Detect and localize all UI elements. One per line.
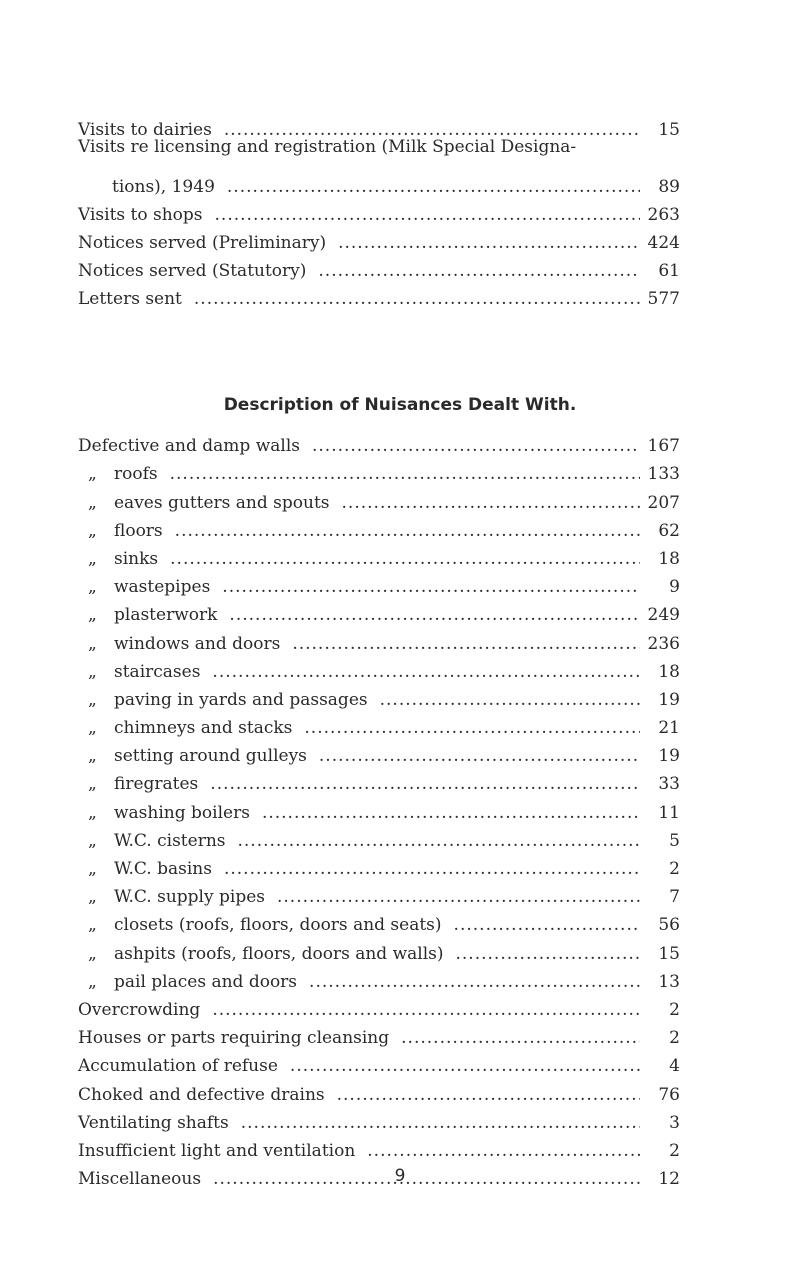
section-heading: Description of Nuisances Dealt With.: [223, 395, 577, 415]
row-value: 61: [658, 261, 680, 282]
dot-leader: [380, 692, 640, 709]
row-label: [78, 917, 442, 934]
row-label-text: plasterwork: [114, 605, 218, 626]
row-label: [78, 579, 210, 596]
dot-leader: [401, 1030, 640, 1047]
row-value: 167: [647, 436, 680, 457]
dot-leader: [170, 466, 640, 483]
row-label: Notices served (Statutory): [78, 261, 307, 282]
row-label: [78, 689, 368, 710]
row-label-text: setting around gulleys: [114, 746, 307, 767]
row-label: [78, 1140, 356, 1161]
nuisance-subrow: [78, 709, 680, 737]
row-label-text: W.C. basins: [114, 859, 212, 879]
nuisance-subrow: [78, 878, 680, 906]
visits-row: [78, 139, 680, 167]
ditto-mark: „: [88, 577, 97, 598]
ditto-mark: „: [88, 971, 97, 992]
visits-row: [78, 224, 680, 252]
row-label: [78, 889, 265, 906]
nuisance-subrow: [78, 681, 680, 709]
row-value: 56: [658, 915, 680, 936]
row-label: [78, 971, 298, 992]
dot-leader: [456, 946, 641, 963]
row-value: 11: [658, 802, 680, 823]
dot-leader: [304, 720, 640, 737]
row-label: [78, 438, 300, 455]
row-label: [78, 548, 159, 569]
row-value: 7: [669, 887, 680, 908]
row-label: [78, 607, 217, 624]
row-value: 4: [669, 1056, 680, 1077]
row-value: 249: [647, 605, 680, 626]
row-label: [78, 492, 330, 513]
row-value: 577: [647, 289, 680, 310]
dot-leader: [342, 495, 640, 512]
row-label-text: washing boilers: [114, 802, 250, 823]
nuisance-subrow: [78, 653, 680, 681]
nuisance-row: [78, 1019, 680, 1047]
dot-leader: [210, 776, 640, 793]
row-label: [78, 830, 226, 851]
ditto-mark: „: [88, 633, 97, 654]
visits-list: [78, 111, 680, 308]
row-value: 2: [669, 1028, 680, 1049]
nuisance-subrow: [78, 850, 680, 878]
visits-row-continuation: [78, 167, 680, 195]
visits-row: [78, 111, 680, 139]
ditto-mark: „: [88, 548, 97, 569]
row-label: [78, 748, 307, 765]
nuisance-subrow: [78, 568, 680, 596]
row-label-text: Overcrowding: [78, 999, 201, 1020]
ditto-mark: „: [88, 605, 97, 626]
row-value: 2: [669, 859, 680, 879]
dot-leader: [312, 438, 640, 455]
nuisance-subrow: [78, 596, 680, 624]
row-label: [78, 1084, 325, 1105]
ditto-mark: „: [88, 718, 97, 739]
ditto-mark: „: [88, 802, 97, 823]
ditto-mark: „: [88, 859, 97, 879]
row-label: [78, 776, 198, 793]
row-label: Visits re licensing and registration (Milk Special Designa-: [78, 137, 577, 158]
nuisance-row: [78, 1132, 680, 1160]
nuisance-subrow: [78, 934, 680, 962]
row-label: [78, 861, 212, 878]
row-value: 19: [658, 689, 680, 710]
row-label-text: staircases: [114, 661, 201, 682]
row-label-text: wastepipes: [114, 577, 211, 598]
row-label: [78, 1112, 229, 1133]
dot-leader: [175, 523, 640, 540]
row-label-text: chimneys and stacks: [114, 718, 293, 739]
row-label-text: pail places and doors: [114, 971, 298, 992]
nuisance-subrow: [78, 737, 680, 765]
ditto-mark: „: [88, 520, 97, 541]
row-label-text: Houses or parts requiring cleansing: [78, 1028, 390, 1049]
ditto-mark: „: [88, 689, 97, 710]
row-label: [78, 520, 163, 541]
row-value: 263: [647, 204, 680, 225]
row-label-text: ashpits (roofs, floors, doors and walls): [114, 943, 444, 964]
row-label: [78, 466, 158, 483]
dot-leader: [262, 805, 640, 822]
nuisance-subrow: [78, 540, 680, 568]
row-value: 15: [658, 943, 680, 964]
dot-leader: [290, 1058, 640, 1075]
row-value: 15: [658, 120, 680, 141]
row-label: tions), 1949: [112, 176, 215, 197]
row-value: 5: [669, 830, 680, 851]
dot-leader: [367, 1143, 640, 1160]
ditto-mark: „: [88, 887, 97, 908]
row-value: 207: [647, 492, 680, 513]
page-number: 9: [394, 1166, 406, 1186]
dot-leader: [229, 607, 640, 624]
dot-leader: [241, 1115, 640, 1132]
dot-leader: [170, 551, 640, 568]
row-value: 18: [658, 661, 680, 682]
dot-leader: [318, 263, 640, 280]
row-label: [78, 943, 444, 964]
row-label: [78, 633, 281, 654]
dot-leader: [338, 235, 640, 252]
row-label-text: Defective and damp walls: [78, 436, 300, 457]
dot-leader: [309, 974, 640, 991]
nuisance-subrow: [78, 624, 680, 652]
nuisance-subrow: [78, 793, 680, 821]
visits-row: [78, 196, 680, 224]
row-value: 236: [647, 633, 680, 654]
row-label: [78, 1058, 278, 1075]
ditto-mark: „: [88, 774, 97, 795]
row-label-text: paving in yards and passages: [114, 689, 368, 710]
nuisances-list: [78, 427, 680, 1188]
dot-leader: [319, 748, 640, 765]
row-value: 89: [658, 176, 680, 197]
nuisance-row: [78, 1104, 680, 1132]
ditto-mark: „: [88, 492, 97, 513]
dot-leader: [212, 664, 640, 681]
row-value: 33: [658, 774, 680, 795]
row-value: 76: [658, 1084, 680, 1105]
ditto-mark: „: [88, 661, 97, 682]
row-label-text: W.C. cisterns: [114, 830, 226, 851]
row-value: 62: [658, 520, 680, 541]
nuisance-subrow: [78, 765, 680, 793]
nuisance-subrow: [78, 483, 680, 511]
visits-row: [78, 252, 680, 280]
row-value: 2: [669, 999, 680, 1020]
nuisance-subrow: [78, 906, 680, 934]
row-label-text: sinks: [114, 548, 159, 569]
visits-row: [78, 280, 680, 308]
ditto-mark: „: [88, 830, 97, 851]
row-value: 424: [647, 232, 680, 253]
row-label: [78, 720, 292, 737]
row-value: 18: [658, 548, 680, 569]
ditto-mark: „: [88, 746, 97, 767]
nuisance-row: [78, 427, 680, 455]
row-label: Letters sent: [78, 289, 182, 310]
nuisance-subrow: [78, 963, 680, 991]
row-label-text: firegrates: [114, 774, 199, 795]
row-label-text: closets (roofs, floors, doors and seats): [114, 915, 442, 936]
row-label: [78, 1030, 389, 1047]
row-label-text: roofs: [114, 464, 158, 485]
nuisance-subrow: [78, 822, 680, 850]
row-label-text: eaves gutters and spouts: [114, 492, 330, 513]
dot-leader: [227, 179, 640, 196]
nuisance-row: [78, 1047, 680, 1075]
row-label: Visits to dairies: [78, 120, 212, 141]
row-label-text: Accumulation of refuse: [78, 1056, 278, 1077]
dot-leader: [292, 636, 640, 653]
row-value: 133: [647, 464, 680, 485]
row-value: 2: [669, 1140, 680, 1161]
row-label-text: Ventilating shafts: [78, 1112, 229, 1133]
row-value: 21: [658, 718, 680, 739]
dot-leader: [337, 1087, 640, 1104]
row-label: [78, 999, 201, 1020]
row-value: 19: [658, 746, 680, 767]
row-value: 13: [658, 971, 680, 992]
dot-leader: [224, 861, 640, 878]
dot-leader: [212, 1002, 640, 1019]
row-label-text: Choked and defective drains: [78, 1084, 325, 1105]
ditto-mark: „: [88, 943, 97, 964]
row-value: 3: [669, 1112, 680, 1133]
row-label-text: W.C. supply pipes: [114, 887, 265, 908]
row-label: Visits to shops: [78, 204, 203, 225]
dot-leader: [454, 917, 640, 934]
dot-leader: [215, 207, 640, 224]
row-label: [78, 802, 250, 823]
nuisance-row: [78, 991, 680, 1019]
row-value: 9: [669, 577, 680, 598]
row-label-text: Miscellaneous: [78, 1169, 202, 1190]
row-label-text: windows and doors: [114, 633, 281, 654]
ditto-mark: „: [88, 464, 97, 485]
row-value: 12: [658, 1169, 680, 1190]
row-label-text: Insufficient light and ventilation: [78, 1140, 356, 1161]
row-label-text: floors: [114, 520, 163, 541]
dot-leader: [222, 579, 640, 596]
nuisance-subrow: [78, 512, 680, 540]
nuisance-row: [78, 1075, 680, 1103]
row-label: Notices served (Preliminary): [78, 232, 327, 253]
row-label: [78, 661, 201, 682]
dot-leader: [238, 833, 641, 850]
nuisance-subrow: [78, 455, 680, 483]
dot-leader: [194, 291, 640, 308]
dot-leader: [277, 889, 640, 906]
ditto-mark: „: [88, 915, 97, 936]
